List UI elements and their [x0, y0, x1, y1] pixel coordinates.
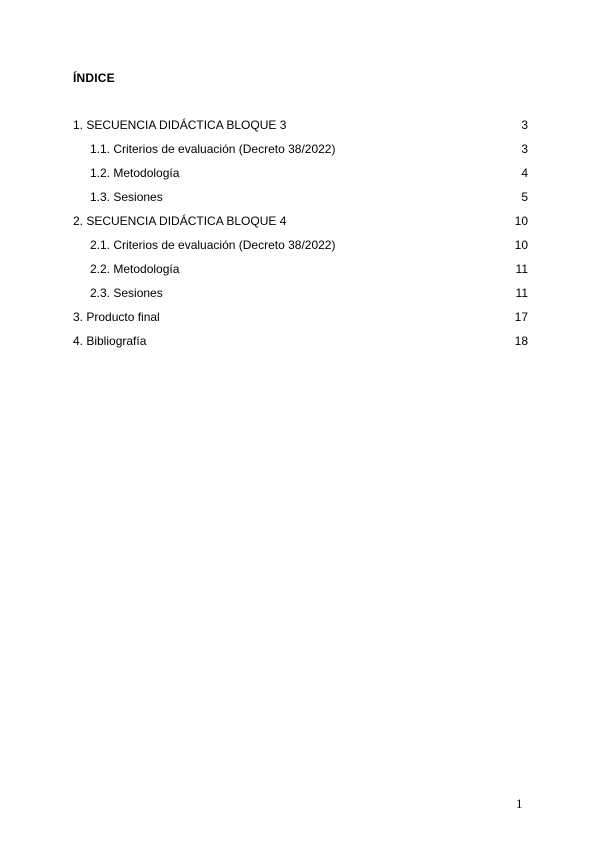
toc-entry-2-1[interactable] — [73, 236, 528, 260]
toc-heading: ÍNDICE — [73, 71, 115, 85]
toc-entry-label: 1.2. Metodología — [90, 166, 180, 180]
toc-entry-page: 18 — [514, 334, 528, 348]
table-of-contents — [73, 116, 528, 356]
toc-entry-1-3[interactable] — [73, 188, 528, 212]
toc-entry-2[interactable] — [73, 212, 528, 236]
toc-entry-label: 2.3. Sesiones — [90, 286, 163, 300]
toc-entry-label: 1.3. Sesiones — [90, 190, 163, 204]
toc-entry-page: 17 — [514, 310, 528, 324]
toc-entry-label: 1.1. Criterios de evaluación (Decreto 38/2022) — [90, 142, 336, 156]
toc-entry-label: 4. Bibliografía — [73, 334, 147, 348]
toc-entry-1-2[interactable] — [73, 164, 528, 188]
toc-entry-page: 11 — [515, 262, 528, 276]
toc-entry-page: 10 — [514, 214, 528, 228]
toc-entry-label: 2.2. Metodología — [90, 262, 180, 276]
toc-entry-page: 3 — [521, 118, 528, 132]
toc-entry-page: 5 — [521, 190, 528, 204]
toc-entry-label: 3. Producto final — [73, 310, 160, 324]
page-number: 1 — [516, 796, 523, 811]
toc-entry-2-2[interactable] — [73, 260, 528, 284]
toc-entry-label: 1. SECUENCIA DIDÁCTICA BLOQUE 3 — [73, 118, 287, 132]
toc-entry-1[interactable] — [73, 116, 528, 140]
toc-entry-page: 3 — [521, 142, 528, 156]
toc-entry-label: 2. SECUENCIA DIDÁCTICA BLOQUE 4 — [73, 214, 287, 228]
toc-entry-label: 2.1. Criterios de evaluación (Decreto 38/2022) — [90, 238, 336, 252]
toc-entry-page: 11 — [515, 286, 528, 300]
toc-entry-page: 4 — [521, 166, 528, 180]
toc-entry-1-1[interactable] — [73, 140, 528, 164]
toc-entry-2-3[interactable] — [73, 284, 528, 308]
toc-entry-page: 10 — [514, 238, 528, 252]
toc-entry-4[interactable] — [73, 332, 528, 356]
toc-entry-3[interactable] — [73, 308, 528, 332]
